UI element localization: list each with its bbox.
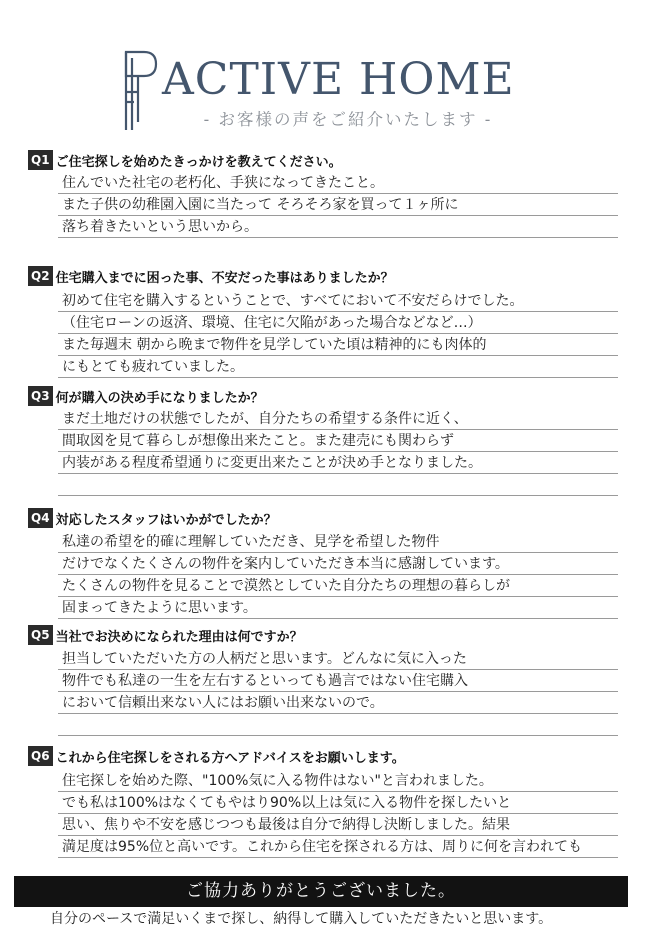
question-4 bbox=[28, 508, 277, 528]
answer-4 bbox=[58, 531, 618, 619]
answer-line: 内装がある程度希望通りに変更出来たことが決め手となりました。 bbox=[62, 455, 482, 471]
question-text: ご住宅探しを始めたきっかけを教えてください。 bbox=[55, 154, 342, 170]
answer-line: 満足度は95%位と高いです。これから住宅を探される方は、周りに何を言われても bbox=[62, 839, 582, 855]
question-tag: Q1 bbox=[28, 150, 53, 170]
question-text: 当社でお決めになられた理由は何ですか？ bbox=[55, 629, 303, 645]
answer-2 bbox=[58, 290, 618, 378]
answer-line: 住宅探しを始めた際、"100%気に入る物件はない"と言われました。 bbox=[62, 773, 493, 789]
question-5 bbox=[28, 625, 303, 645]
answer-line: にもとても疲れていました。 bbox=[62, 359, 244, 375]
question-text: 何が購入の決め手になりましたか？ bbox=[55, 390, 264, 406]
question-tag: Q4 bbox=[28, 508, 53, 528]
answer-line: 私達の希望を的確に理解していただき、見学を希望した物件 bbox=[62, 534, 440, 550]
question-tag: Q5 bbox=[28, 625, 53, 645]
answer-continuation: 自分のペースで満足いくまで探し、納得して購入していただきたいと思います。 bbox=[50, 911, 553, 927]
answer-line: 住んでいた社宅の老朽化、手狭になってきたこと。 bbox=[62, 175, 384, 191]
answer-line: また子供の幼稚園入園に当たって そろそろ家を買って１ヶ所に bbox=[62, 197, 459, 213]
question-tag: Q2 bbox=[28, 266, 53, 286]
question-6 bbox=[28, 746, 405, 766]
answer-line: 落ち着きたいという思いから。 bbox=[62, 219, 258, 235]
header-logo bbox=[118, 44, 548, 134]
tagline: - お客様の声をご紹介いたします - bbox=[203, 110, 493, 129]
question-text: 住宅購入までに困った事、不安だった事はありましたか？ bbox=[55, 270, 394, 286]
question-tag: Q3 bbox=[28, 386, 53, 406]
answer-line: また毎週末 朝から晩まで物件を見学していた頃は精神的にも肉体的 bbox=[62, 337, 487, 353]
question-tag: Q6 bbox=[28, 746, 53, 766]
answer-3 bbox=[58, 408, 618, 496]
question-text: 対応したスタッフはいかがでしたか？ bbox=[55, 512, 277, 528]
answer-line: でも私は100%はなくてもやはり90%以上は気に入る物件を探したいと bbox=[62, 795, 512, 811]
key-logo-icon bbox=[122, 48, 158, 134]
answer-line: 担当していただいた方の人柄だと思います。どんなに気に入った bbox=[62, 651, 467, 667]
answer-line: 初めて住宅を購入するということで、すべてにおいて不安だらけでした。 bbox=[62, 293, 524, 309]
answer-5 bbox=[58, 648, 618, 736]
answer-1 bbox=[58, 172, 618, 238]
question-2 bbox=[28, 266, 394, 286]
answer-line: において信頼出来ない人にはお願い出来ないので。 bbox=[62, 695, 384, 711]
answer-line: だけでなくたくさんの物件を案内していただき本当に感謝しています。 bbox=[62, 556, 509, 572]
answer-line: 固まってきたように思います。 bbox=[62, 600, 257, 616]
answer-line: たくさんの物件を見ることで漠然としていた自分たちの理想の暮らしが bbox=[62, 578, 510, 594]
question-3 bbox=[28, 386, 264, 406]
answer-6 bbox=[58, 770, 618, 858]
answer-line: 思い、焦りや不安を感じつつも最後は自分で納得し決断しました。結果 bbox=[62, 817, 510, 833]
question-text: これから住宅探しをされる方へアドバイスをお願いします。 bbox=[55, 750, 405, 766]
answer-line: 間取図を見て暮らしが想像出来たこと。また建売にも関わらず bbox=[62, 433, 454, 449]
answer-line: （住宅ローンの返済、環境、住宅に欠陥があった場合などなど…） bbox=[62, 315, 482, 331]
question-1 bbox=[28, 150, 342, 170]
answer-line: まだ土地だけの状態でしたが、自分たちの希望する条件に近く、 bbox=[62, 411, 468, 427]
answer-line: 物件でも私達の一生を左右するといっても過言ではない住宅購入 bbox=[62, 673, 468, 689]
brand-name: ACTIVE HOME bbox=[162, 54, 515, 105]
thanks-banner: ご協力ありがとうございました。 bbox=[14, 876, 628, 907]
